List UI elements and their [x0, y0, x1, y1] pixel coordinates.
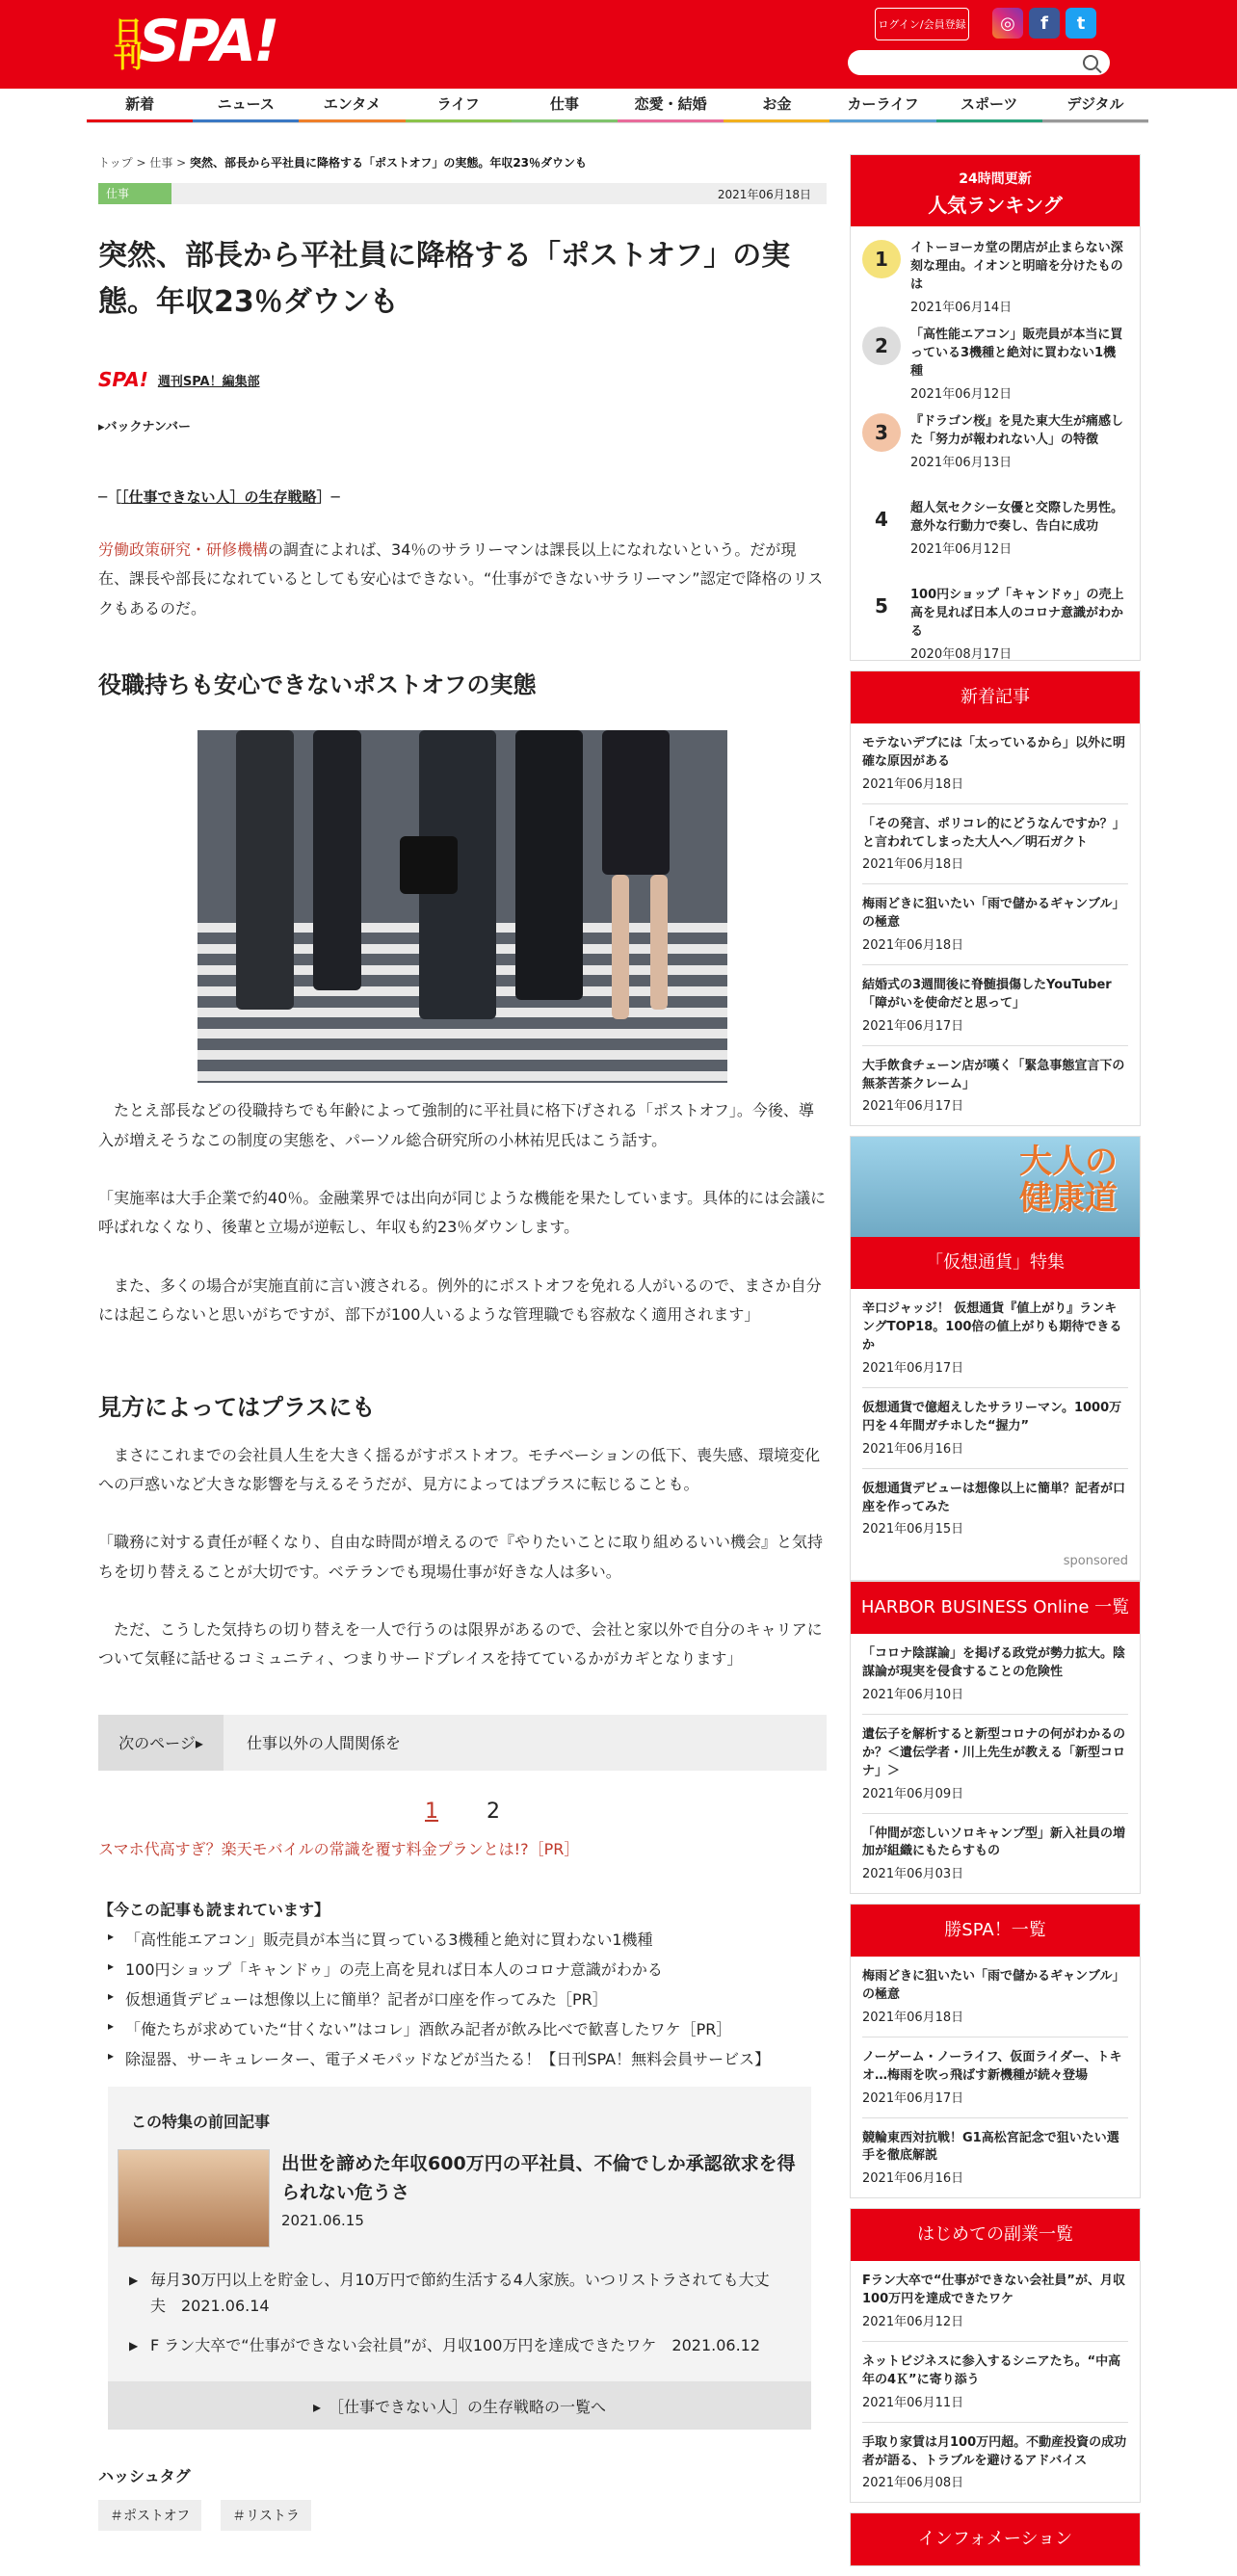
previous-heading: この特集の前回記事 [131, 2112, 271, 2131]
sidebar-article-title[interactable]: 梅雨どきに狙いたい「雨で儲かるギャンブル」の極意 [862, 897, 1125, 931]
sidebar-article-date: 2021年06月15日 [862, 1522, 964, 1538]
sidebar-article[interactable] [862, 1289, 1128, 1388]
related-heading: 【今この記事も読まれています】 [98, 1900, 330, 1919]
sponsored-label: sponsored [1063, 1554, 1128, 1569]
previous-article-card[interactable] [118, 2149, 802, 2247]
related-link[interactable]: ▸ 「高性能エアコン」販売員が本当に買っている3機種と絶対に買わない1機種 [106, 1928, 827, 1950]
sidebar-article[interactable] [862, 1046, 1128, 1126]
author [98, 368, 827, 391]
harbor-title: HARBOR BUSINESS Online 一覧 [851, 1582, 1140, 1634]
ranking-date: 2021年06月12日 [910, 541, 1013, 557]
previous-list-item[interactable]: ▶ F ラン大卒で“仕事ができない会社員”が、月収100万円を達成できたワケ 2021.06.12 [118, 2332, 782, 2358]
sidebar-article[interactable] [862, 1634, 1128, 1715]
ranking-date: 2020年08月17日 [910, 646, 1013, 662]
login-button[interactable]: ログイン/会員登録 [875, 8, 969, 40]
banner-text: 大人の健康道 [1019, 1143, 1118, 1218]
ranking-item[interactable] [851, 486, 1140, 573]
nav-item[interactable]: 新着 [87, 89, 193, 122]
ranking-title-text[interactable]: 100円ショップ「キャンドゥ」の売上高を見れば日本人のコロナ意識がわかる [910, 588, 1124, 639]
ranking-date: 2021年06月14日 [910, 300, 1013, 315]
sidebar-article[interactable] [862, 1715, 1128, 1814]
facebook-icon[interactable]: f [1029, 8, 1060, 39]
ranking-header [851, 155, 1140, 226]
ranking-date: 2021年06月12日 [910, 386, 1013, 402]
nav-item[interactable]: 仕事 [512, 89, 618, 122]
next-page-box[interactable] [98, 1715, 827, 1771]
sidebar-article-date: 2021年06月10日 [862, 1688, 964, 1703]
sidebar-article-title[interactable]: 「コロナ陰謀論」を掲げる政党が勢力拡大。陰謀論が現実を侵食することの危険性 [862, 1646, 1126, 1680]
sidebar-article-title[interactable]: 結婚式の3週間後に脊髄損傷したYouTuber「障がいを使命だと思って」 [862, 978, 1112, 1011]
sidebar-article-date: 2021年06月18日 [862, 857, 964, 873]
sidebar-article-date: 2021年06月11日 [862, 2395, 964, 2410]
ranking-sub: 24時間更新 [959, 171, 1032, 187]
site-logo[interactable] [106, 10, 276, 73]
sidebar-article[interactable] [862, 2261, 1128, 2342]
twitter-icon[interactable]: t [1066, 8, 1096, 39]
breadcrumb-top[interactable]: トップ [98, 156, 133, 170]
related-link[interactable]: ▸ 「俺たちが求めていた“甘くない”はコレ」酒飲み記者が飲み比べで歓喜したワケ［PR］ [106, 2017, 827, 2039]
sidebar-article[interactable] [862, 2037, 1128, 2118]
site-header [0, 0, 1237, 89]
author-logo: SPA! [98, 368, 148, 391]
hashtag-list [98, 2500, 827, 2531]
sidebar-article-title[interactable]: 仮想通貨デビューは想像以上に簡単？記者が口座を作ってみた [862, 1481, 1126, 1514]
sidebar-article-date: 2021年06月18日 [862, 776, 964, 792]
sidebar-article-date: 2021年06月18日 [862, 938, 964, 954]
hashtag[interactable]: ＃ポストオフ [98, 2500, 201, 2531]
sidebar-article-title[interactable]: 遺伝子を解析すると新型コロナの何がわかるのか？＜遺伝学者・川上先生が教える「新型コロナ」＞ [862, 1727, 1126, 1778]
nav-item[interactable]: カーライフ [829, 89, 935, 122]
series-pre: ─［ [98, 488, 122, 506]
sidebar-article-title[interactable]: 仮想通貨で億超えしたサラリーマン。1000万円を４年間ガチホした“握力” [862, 1400, 1122, 1433]
body-paragraph: 「実施率は大手企業で約40％。金融業界では出向が同じような機能を果たしています。具体的には会議に呼ばれなくなり、後輩と立場が逆転し、年収も約23％ダウンします。 [98, 1188, 827, 1237]
katsu-box [850, 1904, 1141, 2198]
nav-item[interactable]: ニュース [193, 89, 299, 122]
crypto-box [850, 1136, 1141, 1581]
harbor-box [850, 1581, 1141, 1894]
category-bar [98, 183, 827, 204]
crypto-title: 「仮想通貨」特集 [851, 1237, 1140, 1289]
next-page-label[interactable]: 次のページ▸ [98, 1715, 224, 1771]
previous-article-box [108, 2087, 811, 2431]
section-heading: 役職持ちも安心できないポストオフの実態 [98, 671, 537, 699]
ranking-number: 1 [862, 240, 901, 278]
author-link[interactable]: 週刊SPA！編集部 [157, 374, 260, 389]
sidebar-article[interactable] [862, 723, 1128, 804]
nav-item[interactable]: スポーツ [936, 89, 1042, 122]
ranking-number: 3 [862, 413, 901, 452]
search-icon[interactable] [1083, 55, 1098, 70]
lead-text: の調査によれば、34％のサラリーマンは課長以上になれないという。だが現在、課長や部長になれているとしても安心はできない。“仕事ができないサラリーマン”認定で降格のリスクもあるのだ。 [98, 540, 824, 618]
next-page-title[interactable]: 仕事以外の人間関係を [247, 1734, 402, 1753]
sidebar-article-title[interactable]: 梅雨どきに狙いたい「雨で儲かるギャンブル」の極意 [862, 1969, 1125, 2003]
search-input[interactable] [848, 50, 1110, 75]
sidebar-article-date: 2021年06月12日 [862, 2315, 964, 2329]
breadcrumb-current: 突然、部長から平社員に降格する「ポストオフ」の実態。年収23％ダウンも [190, 156, 588, 170]
info-box [850, 2512, 1141, 2566]
sidebar-article-date: 2021年06月03日 [862, 1867, 964, 1882]
nav-item[interactable]: 恋愛・結婚 [618, 89, 724, 122]
new-posts-box [850, 670, 1141, 1126]
sidebar-article-title[interactable]: 「仲間が恋しいソロキャンプ型」新入社員の増加が組織にもたらすもの [862, 1826, 1126, 1859]
sidebar [850, 154, 1141, 2576]
new-posts-title: 新着記事 [851, 671, 1140, 723]
pagination [98, 1800, 827, 1824]
ranking-date: 2021年06月13日 [910, 455, 1013, 470]
health-banner[interactable] [851, 1137, 1140, 1237]
article-photo [197, 730, 727, 1083]
sidebar-article[interactable] [862, 804, 1128, 885]
nav-item[interactable]: エンタメ [299, 89, 405, 122]
logo-kanji: 日刊 [108, 16, 142, 66]
lead-link[interactable]: 労働政策研究・研修機構 [98, 540, 269, 559]
related-link[interactable]: ▸ 仮想通貨デビューは想像以上に簡単？記者が口座を作ってみた［PR］ [106, 1987, 827, 2010]
sidebar-article[interactable] [862, 1388, 1128, 1469]
body-paragraph: 「職務に対する責任が軽くなり、自由な時間が増えるので『やりたいことに取り組めるいい機会』と気持ちを切り替えることが大切です。ベテランでも現場仕事が好きな人は多い。 [98, 1533, 824, 1581]
sidebar-article-title[interactable]: Fラン大卒で“仕事ができない会社員”が、月収100万円を達成できたワケ [862, 2274, 1125, 2307]
sidebar-article[interactable] [862, 2118, 1128, 2198]
previous-article-thumbnail[interactable] [118, 2149, 270, 2247]
body-paragraph: たとえ部長などの役職持ちでも年齢によって強制的に平社員に格下げされる「ポストオフ」。今後、導入が増えそうなこの制度の実態を、パーソル総合研究所の小林祐児氏はこう話す。 [98, 1101, 814, 1149]
breadcrumb-sep: > [172, 156, 191, 170]
section-heading: 見方によってはプラスにも [98, 1393, 376, 1421]
sidebar-article-date: 2021年06月17日 [862, 1018, 964, 1034]
category-badge[interactable]: 仕事 [98, 183, 171, 204]
ranking-title: 人気ランキング [928, 194, 1063, 217]
sidebar-article-date: 2021年06月17日 [862, 1099, 964, 1115]
sidebar-article-title[interactable]: 「その発言、ポリコレ的にどうなんですか？」と言われてしまった大人へ／明石ガクト [862, 816, 1125, 850]
sidebar-article-title[interactable]: 辛口ジャッジ！ 仮想通貨『値上がり』ランキングTOP18。100倍の値上がりも期待できるか [862, 1301, 1122, 1354]
ranking-title-text[interactable]: 『ドラゴン桜』を見た東大生が痛感した「努力が報われない人」の特徴 [910, 414, 1124, 447]
body-paragraph: また、多くの場合が実施直前に言い渡される。例外的にポストオフを免れる人がいるので、まさか自分には起こらないと思いがちですが、部下が100人いるような管理職でも容赦なく適用されます」 [98, 1275, 822, 1325]
body-paragraph: ただ、こうした気持ちの切り替えを一人で行うのは限界があるので、会社と家以外で自分のキャリアについて気軽に話せるコミュニティ、つまりサードプレイスを持てているかがカギとなります」 [98, 1620, 823, 1669]
sidebar-article-title[interactable]: ネットビジネスに参入するシニアたち。“中高年の4Ｋ”に寄り添う [862, 2354, 1121, 2387]
sidebar-article-date: 2021年06月17日 [862, 2090, 964, 2106]
fukugyo-title: はじめての副業一覧 [851, 2209, 1140, 2261]
sidebar-article-title[interactable]: モテないデブには「太っているから」以外に明確な原因がある [862, 736, 1126, 769]
sidebar-article-title[interactable]: ノーゲーム・ノーライフ、仮面ライダー、トキオ…梅雨を吹っ飛ばす新機種が続々登場 [862, 2049, 1122, 2083]
article-date: 2021年06月18日 [717, 187, 811, 201]
ranking-title-text[interactable]: 超人気セクシー女優と交際した男性。意外な行動力で奏し、告白に成功 [910, 501, 1124, 534]
instagram-icon[interactable]: ◎ [992, 8, 1023, 39]
ranking-item[interactable] [851, 313, 1140, 400]
ranking-title-text[interactable]: 「高性能エアコン」販売員が本当に買っている3機種と絶対に買わない1機種 [910, 328, 1123, 379]
ranking-number: 2 [862, 327, 901, 365]
hashtag[interactable]: ＃リストラ [221, 2500, 311, 2531]
breadcrumb-sep: > [132, 156, 150, 170]
series-post: ］─ [316, 488, 340, 506]
sidebar-article-date: 2021年06月09日 [862, 1786, 964, 1801]
sidebar-article-title[interactable]: 大手飲食チェーン店が嘆く「緊急事態宣言下の無茶苦茶クレーム」 [862, 1058, 1125, 1091]
breadcrumb [98, 154, 827, 173]
pr-link[interactable]: スマホ代高すぎ？楽天モバイルの常識を覆す料金プランとは!?［PR］ [98, 1839, 580, 1858]
related-link[interactable]: ▸ 除湿器、サーキュレーター、電子メモパッドなどが当たる！【日刊SPA！無料会員サービス】 [106, 2047, 827, 2069]
sidebar-article-date: 2021年06月16日 [862, 1441, 964, 1457]
previous-article-date: 2021.06.15 [281, 2211, 364, 2229]
ranking-box [850, 154, 1141, 661]
sidebar-article-date: 2021年06月08日 [862, 2476, 964, 2491]
body-paragraph: まさにこれまでの会社員人生を大きく揺るがすポストオフ。モチベーションの低下、喪失感、環境変化への戸惑いなど大きな影響を与えるそうだが、見方によってはプラスに転じることも。 [98, 1445, 821, 1493]
ranking-title-text[interactable]: イトーヨーカ堂の閉店が止まらない深刻な理由。イオンと明暗を分けたものは [910, 241, 1123, 292]
sidebar-article[interactable] [862, 1957, 1128, 2037]
article-main [98, 154, 827, 2531]
sidebar-article[interactable] [862, 2423, 1128, 2503]
nav-item[interactable]: ライフ [406, 89, 512, 122]
page-1-link[interactable]: 1 [425, 1799, 438, 1824]
breadcrumb-category[interactable]: 仕事 [149, 156, 173, 170]
ranking-number: 4 [862, 500, 901, 539]
previous-article-title[interactable]: 出世を諦めた年収600万円の平社員、不倫でしか承認欲求を得られない危うさ [281, 2152, 796, 2204]
sidebar-article[interactable] [862, 965, 1128, 1046]
sidebar-article-date: 2021年06月18日 [862, 2010, 964, 2025]
ranking-number: 5 [862, 587, 901, 625]
sidebar-article[interactable] [862, 1469, 1128, 1549]
sidebar-article[interactable] [862, 1814, 1128, 1894]
page-2-link[interactable]: 2 [487, 1799, 500, 1824]
backnumber-link[interactable]: ▸バックナンバー [98, 420, 191, 434]
related-link[interactable]: ▸ 100円ショップ「キャンドゥ」の売上高を見れば日本人のコロナ意識がわかる [106, 1958, 827, 1980]
info-title: インフォメーション [851, 2513, 1140, 2565]
fukugyo-box [850, 2208, 1141, 2503]
series-title [98, 486, 827, 507]
sidebar-article-title[interactable]: 競輪東西対抗戦！G1高松宮記念で狙いたい選手を徹底解説 [862, 2130, 1119, 2164]
sidebar-article[interactable] [862, 2342, 1128, 2423]
nav-item[interactable]: デジタル [1042, 89, 1148, 122]
ranking-item[interactable] [851, 226, 1140, 313]
sidebar-article[interactable] [862, 884, 1128, 965]
series-all-link[interactable]: ▸ ［仕事できない人］の生存戦略の一覧へ [108, 2381, 811, 2430]
hashtag-heading: ハッシュタグ [98, 2467, 191, 2486]
ranking-item[interactable] [851, 573, 1140, 660]
article-title: 突然、部長から平社員に降格する「ポストオフ」の実態。年収23％ダウンも [98, 239, 791, 319]
previous-list-item[interactable]: ▶ 毎月30万円以上を貯金し、月10万円で節約生活する4人家族。いつリストラされても大丈夫 2021.06.14 [118, 2267, 782, 2319]
sidebar-article-title[interactable]: 手取り家賃は月100万円超。不動産投資の成功者が語る、トラブルを避けるアドバイス [862, 2434, 1127, 2468]
ranking-item[interactable] [851, 400, 1140, 486]
series-link[interactable]: ［仕事できない人］の生存戦略 [121, 488, 317, 506]
sidebar-article-date: 2021年06月16日 [862, 2171, 964, 2187]
sidebar-article-date: 2021年06月17日 [862, 1360, 964, 1376]
lead-paragraph [98, 536, 827, 623]
nav-item[interactable]: お金 [724, 89, 829, 122]
global-nav [87, 89, 1148, 123]
logo-text: SPA! [139, 8, 277, 75]
katsu-title: 勝SPA！一覧 [851, 1905, 1140, 1957]
